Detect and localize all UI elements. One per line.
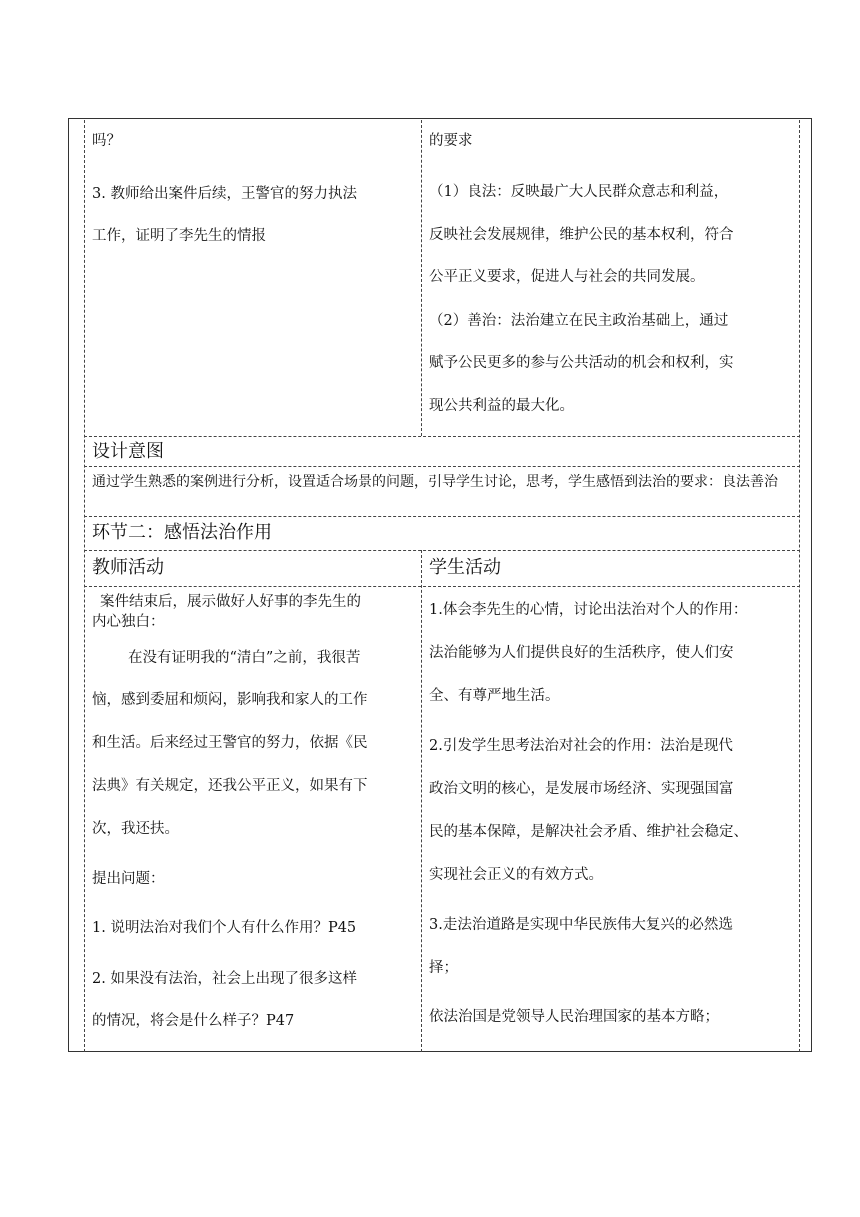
- design-intent-heading: 设计意图: [92, 441, 164, 462]
- student-text-line: 依法治国是党领导人民治理国家的基本方略；: [429, 1009, 719, 1025]
- content-text-line: 反映社会发展规律，维护公民的基本权利，符合: [429, 227, 734, 243]
- column-divider: [421, 550, 422, 1052]
- teacher-text-line: 3. 教师给出案件后续，王警官的努力执法: [92, 186, 357, 202]
- student-text-line: 实现社会正义的有效方式。: [429, 867, 603, 883]
- row-divider: [84, 436, 800, 437]
- student-text-line: 3.走法治道路是实现中华民族伟大复兴的必然选: [429, 917, 733, 933]
- row-divider: [84, 516, 800, 517]
- student-text-line: 2.引发学生思考法治对社会的作用：法治是现代: [429, 738, 733, 754]
- student-text-line: 择；: [429, 960, 458, 976]
- student-text-line: 1.体会李先生的心情，讨论出法治对个人的作用：: [429, 602, 748, 618]
- student-text-line: 法治能够为人们提供良好的生活秩序，使人们安: [429, 645, 734, 661]
- teacher-text-line: 提出问题：: [92, 871, 165, 887]
- teacher-text-line: 2. 如果没有法治，社会上出现了很多这样: [92, 971, 357, 987]
- student-text-line: 民的基本保障，是解决社会矛盾、维护社会稳定、: [429, 824, 748, 840]
- design-intent-text: 通过学生熟悉的案例进行分析，设置适合场景的问题，引导学生讨论，思考，学生感悟到法治的要求：良法善治: [92, 474, 778, 490]
- teacher-text-line: 工作，证明了李先生的情报: [92, 228, 266, 244]
- teacher-text-line: 在没有证明我的“清白”之前，我很苦: [128, 650, 361, 666]
- teacher-text-line: 的情况，将会是什么样子？P47: [92, 1013, 295, 1029]
- student-text-line: 全、有尊严地生活。: [429, 688, 560, 704]
- row-divider: [84, 586, 800, 587]
- content-text-line: 现公共利益的最大化。: [429, 398, 574, 414]
- teacher-activity-heading: 教师活动: [92, 557, 164, 578]
- student-text-line: 政治文明的核心，是发展市场经济、实现强国富: [429, 781, 734, 797]
- content-text-line: 的要求: [429, 133, 473, 149]
- row-divider: [84, 466, 800, 467]
- teacher-text-line: 次，我还扶。: [92, 821, 179, 837]
- student-activity-heading: 学生活动: [429, 557, 501, 578]
- row-divider: [84, 550, 800, 551]
- teacher-text-line: 和生活。后来经过王警官的努力，依据《民: [92, 735, 368, 751]
- content-text-line: 公平正义要求，促进人与社会的共同发展。: [429, 269, 705, 285]
- teacher-text-line: 吗？: [92, 133, 121, 149]
- teacher-text-line: 恼，感到委屈和烦闷，影响我和家人的工作: [92, 692, 368, 708]
- teacher-text-line: 内心独白：: [92, 614, 165, 630]
- teacher-text-line: 1. 说明法治对我们个人有什么作用？P45: [92, 920, 357, 936]
- section-heading: 环节二：感悟法治作用: [92, 522, 272, 543]
- content-text-line: 赋予公民更多的参与公共活动的机会和权利，实: [429, 355, 734, 371]
- content-text-line: （2）善治：法治建立在民主政治基础上，通过: [429, 313, 729, 329]
- column-divider: [421, 120, 422, 436]
- content-text-line: （1）良法：反映最广大人民群众意志和利益，: [429, 184, 729, 200]
- teacher-text-line: 法典》有关规定，还我公平正义，如果有下: [92, 778, 368, 794]
- teacher-text-line: 案件结束后，展示做好人好事的李先生的: [100, 594, 361, 610]
